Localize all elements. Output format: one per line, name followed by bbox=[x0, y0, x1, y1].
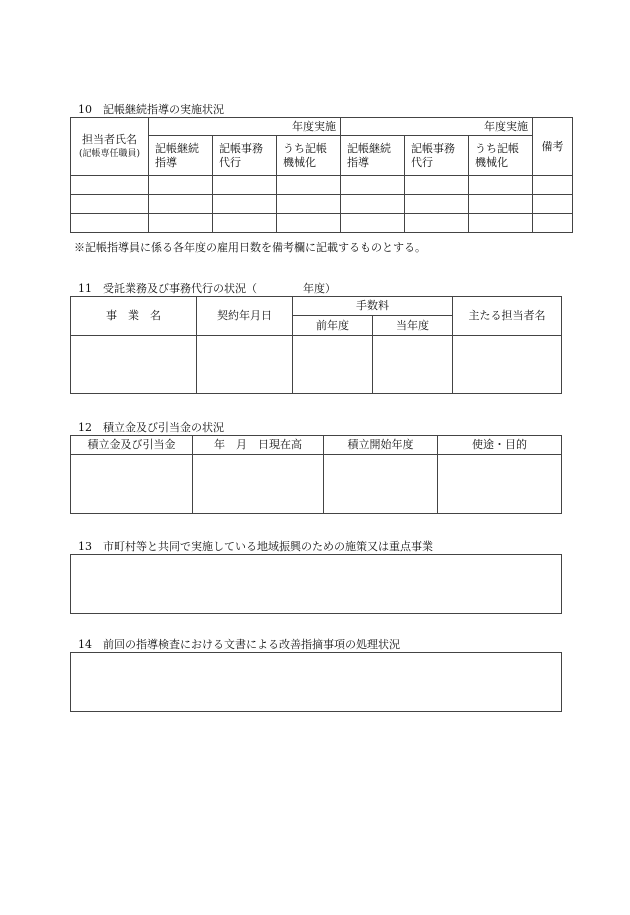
section-10-note: ※記帳指導員に係る各年度の雇用日数を備考欄に記載するものとする。 bbox=[74, 241, 426, 254]
section-10-table bbox=[70, 117, 573, 233]
sub-header-cell: 記帳継続 指導 bbox=[341, 136, 405, 176]
section-10-title: 10 記帳継続指導の実施状況 bbox=[78, 103, 224, 116]
fee-header: 手数料 bbox=[293, 297, 453, 316]
section-14-title: 14 前回の指導検査における文書による改善指摘事項の処理状況 bbox=[78, 638, 400, 651]
person-header bbox=[71, 118, 149, 176]
sub-header-cell: うち記帳 機械化 bbox=[469, 136, 533, 176]
sub-header-cell: うち記帳 機械化 bbox=[277, 136, 341, 176]
sub-header-cell: 記帳事務 代行 bbox=[213, 136, 277, 176]
table-row bbox=[71, 336, 562, 394]
contract-date-header: 契約年月日 bbox=[197, 297, 293, 336]
purpose-header: 使途・目的 bbox=[438, 436, 562, 455]
person-header-sublabel: (記帳専任職員) bbox=[78, 148, 141, 159]
year-group-a-header: 年度実施 bbox=[149, 118, 341, 136]
previous-year-header: 前年度 bbox=[293, 316, 373, 336]
sub-header-cell: 記帳事務 代行 bbox=[405, 136, 469, 176]
table-row bbox=[71, 455, 562, 514]
manager-header: 主たる担当者名 bbox=[453, 297, 562, 336]
section-13-box bbox=[70, 554, 562, 614]
remarks-header: 備考 bbox=[533, 118, 573, 176]
year-group-b-header: 年度実施 bbox=[341, 118, 533, 136]
section-11-title-prefix: 11 受託業務及び事務代行の状況（ bbox=[78, 282, 257, 295]
balance-date-header: 年 月 日現在高 bbox=[193, 436, 324, 455]
section-12-title: 12 積立金及び引当金の状況 bbox=[78, 421, 224, 434]
section-14-box bbox=[70, 652, 562, 712]
table-row bbox=[71, 176, 573, 195]
sub-header-cell: 記帳継続 指導 bbox=[149, 136, 213, 176]
table-row bbox=[71, 214, 573, 233]
reserve-header: 積立金及び引当金 bbox=[71, 436, 193, 455]
section-11-title bbox=[78, 280, 336, 296]
business-name-header: 事 業 名 bbox=[71, 297, 197, 336]
section-13-title: 13 市町村等と共同で実施している地域振興のための施策又は重点事業 bbox=[78, 540, 433, 553]
section-11-title-suffix: 年度） bbox=[303, 282, 336, 295]
section-12-table bbox=[70, 435, 562, 514]
person-header-label: 担当者氏名 bbox=[82, 132, 137, 146]
start-year-header: 積立開始年度 bbox=[324, 436, 438, 455]
section-11-table bbox=[70, 296, 562, 394]
current-year-header: 当年度 bbox=[373, 316, 453, 336]
table-row bbox=[71, 195, 573, 214]
